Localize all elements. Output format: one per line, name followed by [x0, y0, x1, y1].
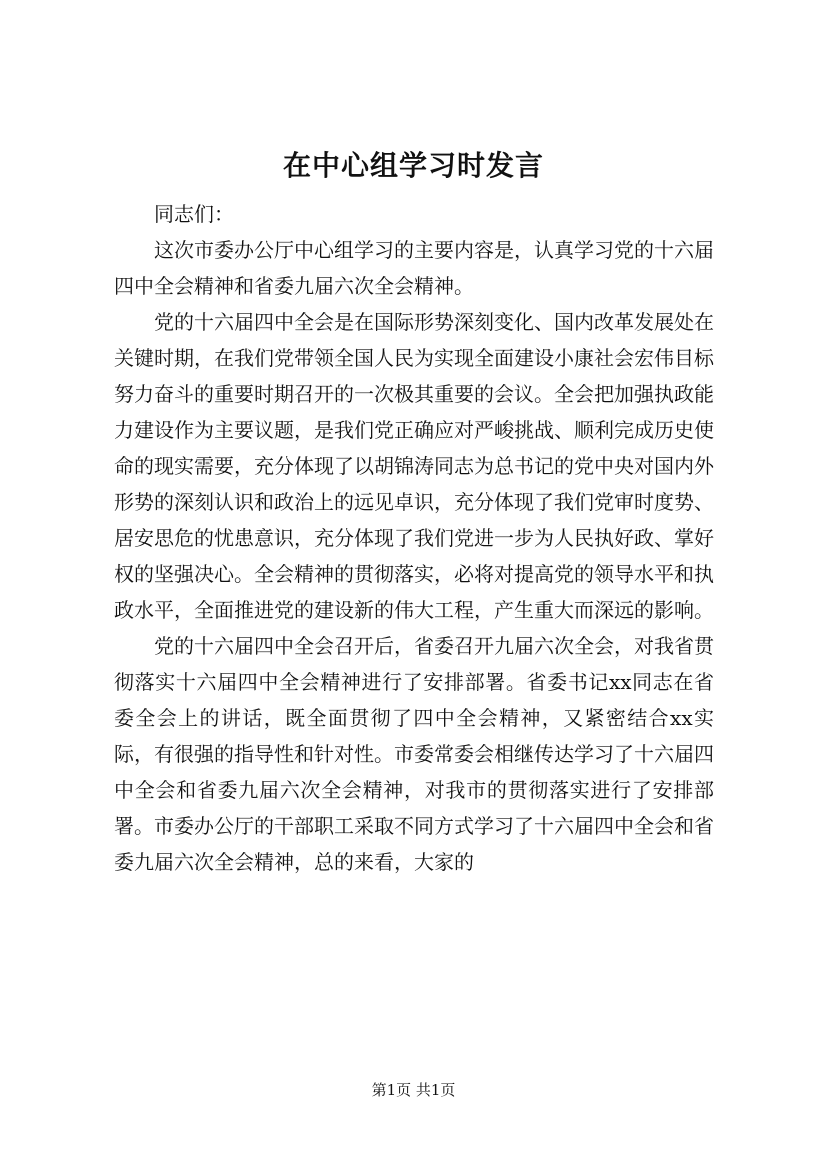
paragraph-3: 党的十六届四中全会召开后，省委召开九届六次全会，对我省贯彻落实十六届四中全会精神进行了安排部署。省委书记xx同志在省委全会上的讲话，既全面贯彻了四中全会精神，又紧密结合xx实际，有很强的指导性和针对性。市委常委会相继传达学习了十六届四中全会和省委九届六次全会精神，对我市的贯彻落实进行了安排部署。市委办公厅的干部职工采取不同方式学习了十六届四中全会和省委九届六次全会精神，总的来看，大家的 — [114, 634, 714, 874]
page-footer: 第1页 共1页 — [371, 1081, 456, 1099]
paragraph-1: 这次市委办公厅中心组学习的主要内容是，认真学习党的十六届四中全会精神和省委九届六次全会精神。 — [114, 238, 714, 298]
paragraph-2: 党的十六届四中全会是在国际形势深刻变化、国内改革发展处在关键时期，在我们党带领全国人民为实现全面建设小康社会宏伟目标努力奋斗的重要时期召开的一次极其重要的会议。全会把加强执政能力建设作为主要议题，是我们党正确应对严峻挑战、顺利完成历史使命的现实需要，充分体现了以胡锦涛同志为总书记的党中央对国内外形势的深刻认识和政治上的远见卓识，充分体现了我们党审时度势、居安思危的忧患意识，充分体现了我们党进一步为人民执好政、掌好权的坚强决心。全会精神的贯彻落实，必将对提高党的领导水平和执政水平，全面推进党的建设新的伟大工程，产生重大而深远的影响。 — [114, 310, 714, 622]
salutation: 同志们： — [154, 202, 234, 226]
document-body — [114, 196, 714, 880]
document-title: 在中心组学习时发言 — [282, 149, 544, 182]
